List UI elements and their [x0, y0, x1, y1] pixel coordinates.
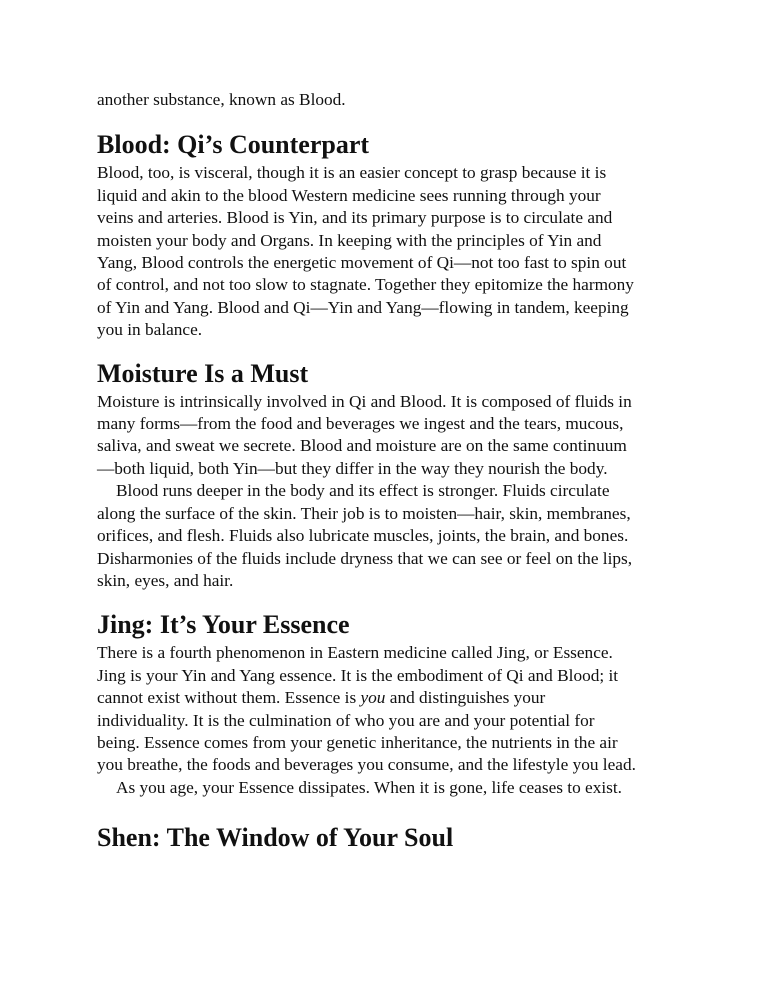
- text-line: another substance, known as Blood.: [97, 90, 346, 109]
- text-line: Moisture is intrinsically involved in Qi and Blood. It is composed of fluids in: [97, 391, 632, 411]
- text-fragment: and distinguishes your: [385, 688, 546, 708]
- section-heading-blood: Blood: Qi’s Counterpart: [97, 130, 370, 160]
- text-line: you in balance.: [97, 320, 203, 340]
- text-line: Blood runs deeper in the body and its effect is stronger. Fluids circulate: [116, 481, 610, 501]
- text-line: As you age, your Essence dissipates. When it is gone, life ceases to exist.: [116, 777, 622, 797]
- text-line: along the surface of the skin. Their job is to moisten—hair, skin, membranes,: [97, 503, 631, 523]
- text-line: saliva, and sweat we secrete. Blood and moisture are on the same continuum: [97, 436, 627, 456]
- text-line: of control, and not too slow to stagnate. Together they epitomize the harmony: [97, 275, 634, 295]
- text-line: Blood, too, is visceral, though it is an easier concept to grasp because it is: [97, 163, 607, 183]
- text-line: individuality. It is the culmination of who you are and your potential for: [97, 710, 595, 730]
- paragraph-blood: [97, 162, 687, 341]
- text-line: of Yin and Yang. Blood and Qi—Yin and Yang—flowing in tandem, keeping: [97, 297, 629, 317]
- text-line: —both liquid, both Yin—but they differ in the way they nourish the body.: [97, 458, 608, 478]
- page-content: [97, 89, 687, 853]
- text-line: liquid and akin to the blood Western medicine sees running through your: [97, 185, 601, 205]
- text-line: many forms—from the food and beverages we ingest and the tears, mucous,: [97, 414, 624, 434]
- text-line: veins and arteries. Blood is Yin, and its primary purpose is to circulate and: [97, 208, 613, 228]
- intro-text: [97, 89, 687, 111]
- text-line: skin, eyes, and hair.: [97, 570, 234, 590]
- text-fragment: cannot exist without them. Essence is: [97, 688, 361, 708]
- paragraph-moisture-1: [97, 391, 687, 481]
- emphasis-you: you: [360, 688, 386, 708]
- section-heading-moisture: Moisture Is a Must: [97, 358, 309, 388]
- paragraph-jing-2: [97, 777, 687, 799]
- text-line: being. Essence comes from your genetic inheritance, the nutrients in the air: [97, 732, 618, 752]
- section-heading-shen: Shen: The Window of Your Soul: [97, 823, 454, 853]
- text-line: Jing is your Yin and Yang essence. It is the embodiment of Qi and Blood; it: [97, 665, 619, 685]
- paragraph-jing-1: [97, 642, 687, 776]
- text-line: orifices, and flesh. Fluids also lubricate muscles, joints, the brain, and bones.: [97, 526, 629, 546]
- text-line: [97, 687, 687, 709]
- section-heading-jing: Jing: It’s Your Essence: [97, 610, 350, 640]
- paragraph-moisture-2: [97, 480, 687, 592]
- text-line: Disharmonies of the fluids include dryness that we can see or feel on the lips,: [97, 548, 633, 568]
- text-line: you breathe, the foods and beverages you consume, and the lifestyle you lead.: [97, 755, 636, 775]
- text-line: Yang, Blood controls the energetic movement of Qi—not too fast to spin out: [97, 253, 627, 273]
- text-line: There is a fourth phenomenon in Eastern medicine called Jing, or Essence.: [97, 643, 613, 663]
- text-line: moisten your body and Organs. In keeping with the principles of Yin and: [97, 230, 602, 250]
